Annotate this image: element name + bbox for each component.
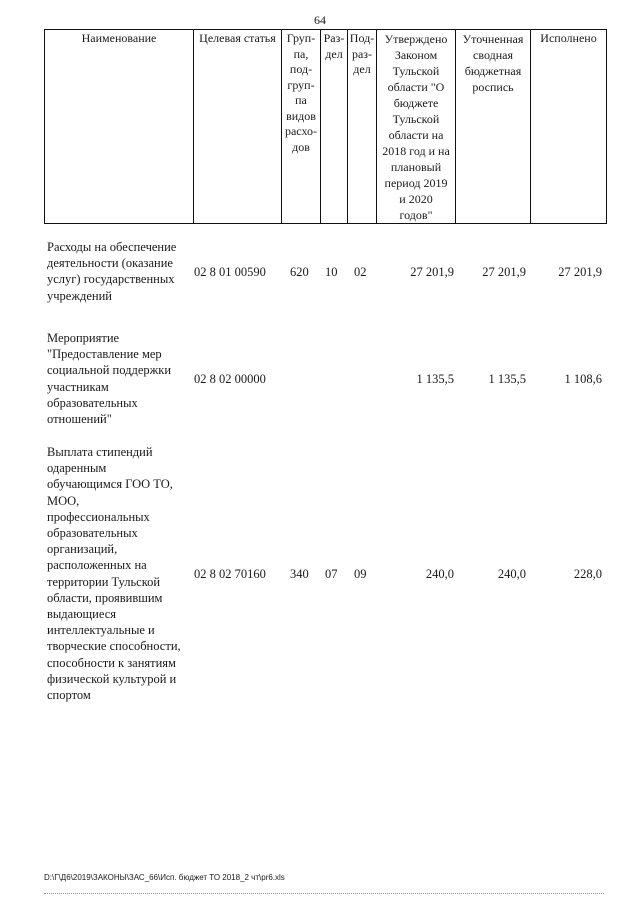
row-group: 340: [290, 567, 309, 581]
row-section: 07: [325, 567, 338, 581]
row-refined: 1 135,5: [488, 372, 526, 386]
col-divider: [606, 29, 607, 224]
page-number: 64: [314, 13, 326, 27]
header-executed: Исполнено: [540, 31, 597, 45]
row-target: 02 8 02 00000: [194, 372, 266, 386]
row-refined: 27 201,9: [482, 265, 526, 279]
row-target: 02 8 02 70160: [194, 567, 266, 581]
row-executed: 27 201,9: [558, 265, 602, 279]
row-approved: 1 135,5: [416, 372, 454, 386]
row-group: 620: [290, 265, 309, 279]
row-subsection: 02: [354, 265, 367, 279]
row-executed: 228,0: [573, 567, 602, 581]
footer-rule: [44, 893, 604, 894]
header-target: Целевая статья: [199, 31, 276, 45]
header-bottom-border: [44, 223, 607, 224]
row-approved: 240,0: [425, 567, 454, 581]
header-top-border: [44, 29, 607, 30]
row-name: Выплата стипендий одаренным обучающимся ГОО ТО, МОО, профессиональных образовательных организаций, расположенных на территории Тульской области, проявившим выдающиеся интеллектуальные и творческие способности, способности к занятиям физической культурой и спортом: [47, 445, 181, 703]
row-executed: 1 108,6: [564, 372, 602, 386]
row-refined: 240,0: [497, 567, 526, 581]
header-approved: Утверждено Законом Тульской области "О бюджете Тульской области на 2018 год и на плановый период 2019 и 2020 годов": [382, 32, 450, 222]
footer-file-path: D:\Г\Д6\2019\ЗАКОНЫ\ЗАС_66\Исп. бюджет ТО 2018_2 чт\pr6.xls: [44, 873, 285, 882]
row-name: Расходы на обеспечение деятельности (оказание услуг) государственных учреждений: [47, 240, 177, 303]
row-name: Мероприятие "Предоставление мер социальной поддержки участникам образовательных отношений": [47, 331, 172, 427]
col-divider: [193, 29, 194, 224]
header-section: Раз- дел: [323, 31, 345, 61]
row-approved: 27 201,9: [410, 265, 454, 279]
row-target: 02 8 01 00590: [194, 265, 266, 279]
row-section: 10: [325, 265, 338, 279]
col-divider: [530, 29, 531, 224]
header-group: Груп- па, под- груп- па видов расхо- дов: [284, 31, 318, 154]
col-divider: [44, 29, 45, 224]
header-subsection: Под- раз- дел: [349, 31, 375, 76]
header-name: Наименование: [81, 31, 157, 45]
header-refined: Уточненная сводная бюджетная роспись: [462, 32, 524, 94]
row-subsection: 09: [354, 567, 367, 581]
